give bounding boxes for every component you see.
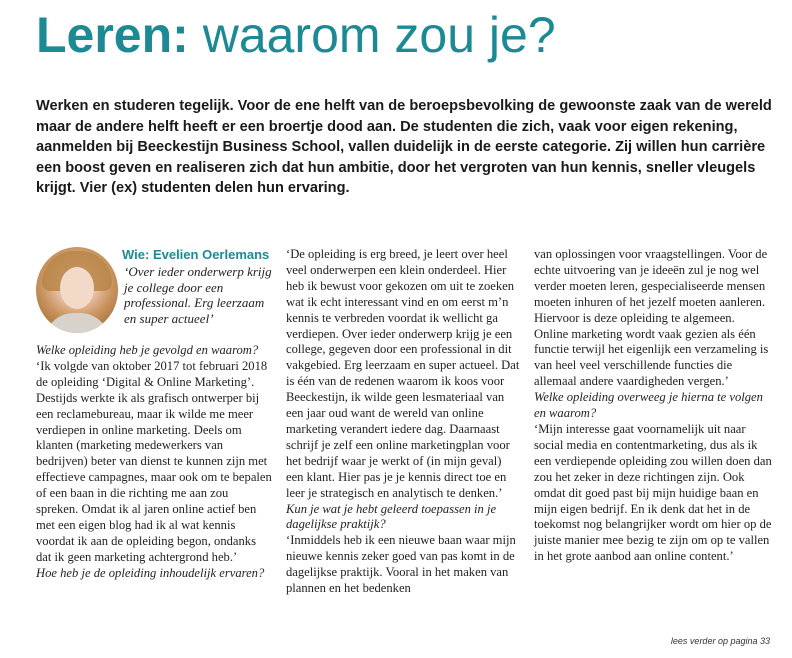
answer: ‘De opleiding is erg breed, je leert over heel veel onderwerpen een klein onderdeel. Hier heb ik bewust voor gekozen om uit te zoeken wat ik echt interessant vind en om eerst m’n kennis te verbreden voordat ik wellicht ga verdiepen. Over ieder onderwerp krijg je een college, gegeven door een professional in dit vakgebied. Erg leerzaam en super actueel. Dat is één van de redenen waarom ik koos voor Beeckestijn, ik wilde geen lesmateriaal van een jaar oud want de wereld van online marketing verandert iedere dag. Daarnaast schrijf je zelf een online marketingplan voor het bedrijf waar je werkt of (in mijn geval) een klant. Hier pas je je kennis direct toe en leer je strategisch en analytisch te denken.’ <box>286 247 520 500</box>
answer: ‘Ik volgde van oktober 2017 tot februari 2018 de opleiding ‘Digital & Online Marketing’. Destijds werkte ik als grafisch ontwerper bij een reclamebureau, maar ik wilde me meer verdiepen in online marketing. Deels om klanten (marketing medewerkers van bedrijven) beter van dienst te kunnen zijn met effectieve campagnes, maar ook om te bepalen of een baan in die richting me aan zou spreken. Omdat ik al jaren online actief ben met een eigen blog had ik al wat kennis voordat ik aan de opleiding begon, ondanks dat ik geen marketing achtergrond heb.’ <box>36 358 272 564</box>
question: Hoe heb je de opleiding inhoudelijk ervaren? <box>36 565 265 580</box>
article-column-2 <box>286 247 522 597</box>
intro-paragraph: Werken en studeren tegelijk. Voor de ene helft van de beroepsbevolking de gewoonste zaak van de wereld maar de andere helft heeft er een broertje dood aan. De studenten die zich, vaak voor eigen rekening, aanmelden bij Beeckestijn Business School, vallen duidelijk in de eerste categorie. Zij willen hun carrière een boost geven en realiseren zich dat hun ambitie, door het vergroten van hun kennis, sneller vleugels krijgt. Vier (ex) studenten delen hun ervaring. <box>36 98 772 197</box>
page-title-rest: waarom zou je? <box>188 7 556 63</box>
profile-block <box>36 247 272 341</box>
question: Welke opleiding overweeg je hierna te volgen en waarom? <box>534 390 763 421</box>
question: Welke opleiding heb je gevolgd en waarom? <box>36 343 259 357</box>
answer: van oplossingen voor vraagstellingen. Voor de echte uitvoering van je ideeën zul je nog wel verder moeten leren, gespecialiseerde mensen moeten inhuren of het jezelf moeten aanleren. Hiervoor is deze opleiding te algemeen. Online marketing wordt vaak gezien als één functie terwijl het eigenlijk een verzameling is van heel veel verschillende functies die allemaal andere vaardigheden vergen.’ <box>534 247 769 389</box>
article-column-3 <box>534 247 772 565</box>
avatar-shoulder <box>44 313 110 333</box>
answer: ‘Inmiddels heb ik een nieuwe baan waar mijn nieuwe kennis zeker goed van pas komt in de dagelijkse praktijk. Vooral in het maken van plannen en het bedenken <box>286 533 516 596</box>
profile-quote: ‘Over ieder onderwerp krijg je college door een professional. Erg leerzaam en super actueel’ <box>124 264 272 326</box>
page-title-bold: Leren: <box>36 7 189 63</box>
page-title <box>36 2 556 68</box>
continue-on-page-note: lees verder op pagina 33 <box>670 636 770 646</box>
question: Kun je wat je hebt geleerd toepassen in je dagelijkse praktijk? <box>286 501 497 532</box>
profile-name: Wie: Evelien Oerlemans <box>122 247 270 262</box>
answer: ‘Mijn interesse gaat voornamelijk uit naar social media en contentmarketing, dus als ik een verdiepende opleiding zou willen doen dan zou het zeker in deze richtingen zijn. Ook omdat dit goed past bij mijn huidige baan en mijn eigen bedrijf. En ik denk dat het in de toekomst nog belangrijker wordt om hier op de juiste manier mee bezig te zijn om op te vallen in het grote aanbod aan online content.’ <box>534 421 772 564</box>
article-column-1 <box>36 247 272 582</box>
avatar-face <box>60 267 94 309</box>
avatar <box>36 247 118 333</box>
